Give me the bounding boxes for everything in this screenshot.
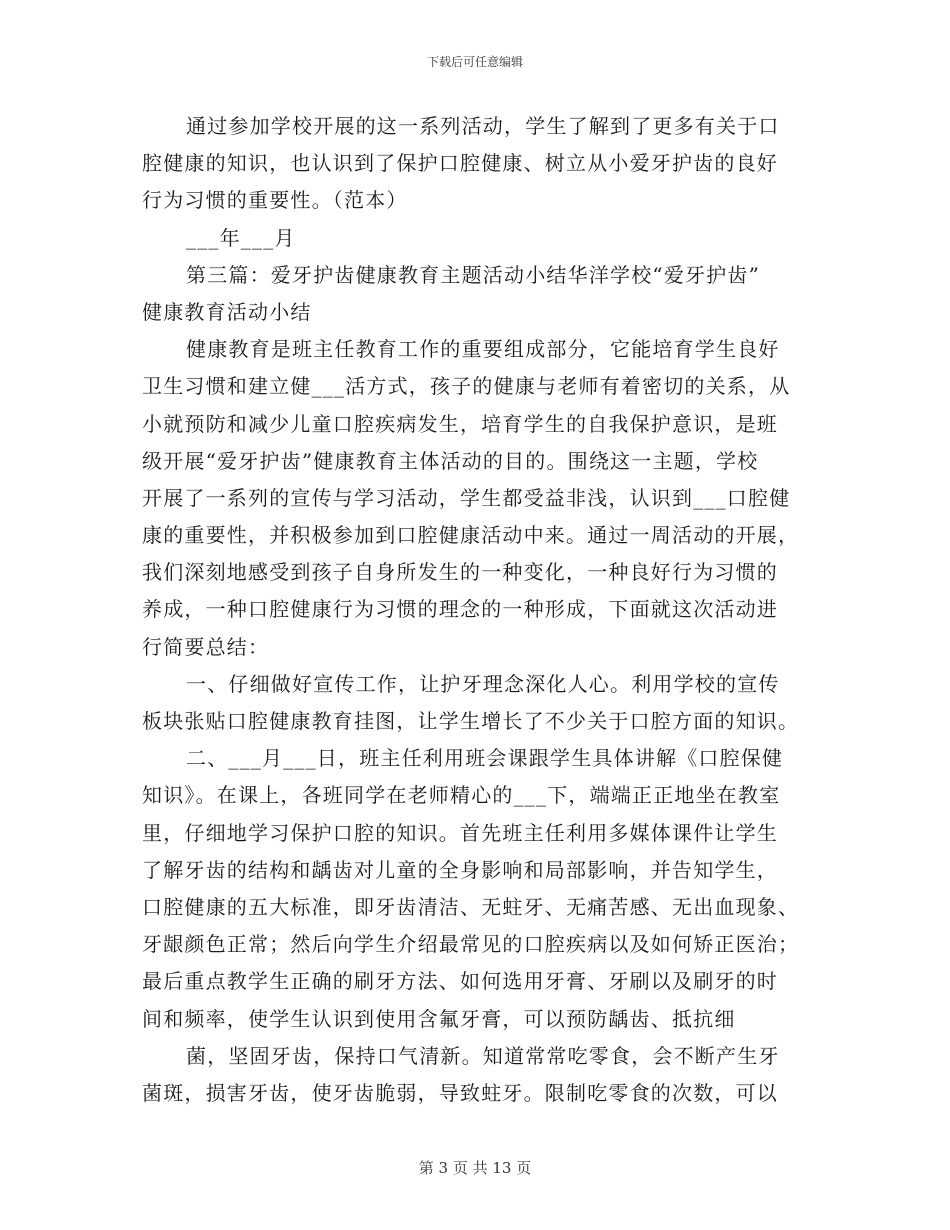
text-line: 行为习惯的重要性。（范本） (142, 188, 408, 213)
text-line: 通过参加学校开展的这一系列活动，学生了解到了更多有关于口 (186, 114, 780, 138)
text-line: 健康教育是班主任教育工作的重要组成部分，它能培育学生良好 (186, 337, 780, 362)
text-line: 了解牙齿的结构和龋齿对儿童的全身影响和局部影响，并告知学生， (142, 857, 778, 882)
text-line: 板块张贴口腔健康教育挂图，让学生增长了不少关于口腔方面的知识。 (142, 709, 800, 733)
text-line: 级开展“爱牙护齿”健康教育主体活动的目的。围绕这一主题，学校 (142, 448, 759, 473)
text-line: 卫生习惯和建立健___活方式，孩子的健康与老师有着密切的关系，从 (142, 374, 791, 399)
text-line: 一、仔细做好宣传工作，让护牙理念深化人心。利用学校的宣传 (186, 671, 780, 696)
text-line: 我们深刻地感受到孩子自身所发生的一种变化，一种良好行为习惯的 (142, 560, 778, 585)
text-line: 里，仔细地学习保护口腔的知识。首先班主任利用多媒体课件让学生 (142, 820, 778, 845)
text-line: 小就预防和减少儿童口腔疾病发生，培育学生的自我保护意识，是班 (142, 411, 778, 436)
text-line: 健康教育活动小结 (142, 299, 312, 324)
text-line: 康的重要性，并积极参加到口腔健康活动中来。通过一周活动的开展， (142, 523, 800, 548)
text-line: 开展了一系列的宣传与学习活动，学生都受益非浅，认识到___口腔健 (142, 485, 791, 510)
text-line: 二、___月___日，班主任利用班会课跟学生具体讲解《口腔保健 (186, 746, 784, 771)
page-number: 第 3 页 共 13 页 (418, 1159, 532, 1177)
text-line: 知识》。在课上，各班同学在老师精心的___下，端端正正地坐在教室 (142, 783, 781, 808)
text-line: 口腔健康的五大标准，即牙齿清洁、无蛀牙、无痛苦感、无出血现象、 (142, 894, 800, 919)
text-line: 养成，一种口腔健康行为习惯的理念的一种形成，下面就这次活动进 (142, 597, 778, 622)
text-line: 行简要总结： (142, 634, 270, 659)
text-line: 间和频率，使学生认识到使用含氟牙膏，可以预防龋齿、抵抗细 (142, 1006, 736, 1031)
text-line: 腔健康的知识，也认识到了保护口腔健康、树立从小爱牙护齿的良好 (142, 151, 778, 176)
text-line: 最后重点教学生正确的刷牙方法、如何选用牙膏、牙刷以及刷牙的时 (142, 969, 778, 994)
page-header-note: 下载后可任意编辑 (426, 55, 523, 69)
document-body (142, 108, 807, 1112)
text-line: ___年___月 (186, 225, 296, 250)
text-line: 菌斑，损害牙齿，使牙齿脆弱，导致蛀牙。限制吃零食的次数，可以 (142, 1080, 778, 1105)
text-line: 菌，坚固牙齿，保持口气清新。知道常常吃零食，会不断产生牙 (186, 1043, 780, 1068)
text-line: 第三篇：爱牙护齿健康教育主题活动小结华洋学校“爱牙护齿” (186, 262, 761, 287)
text-line: 牙龈颜色正常；然后向学生介绍最常见的口腔疾病以及如何矫正医治； (142, 932, 800, 957)
